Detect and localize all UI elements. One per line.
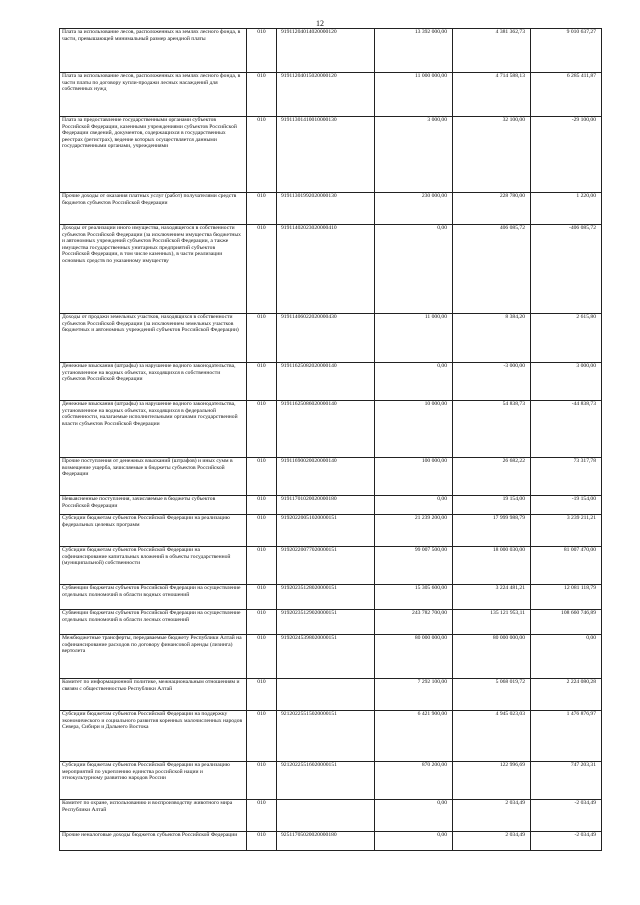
row-kbk-cell: 91920235129020000151 [277, 610, 375, 635]
row-fact-cell: 80 000 000,00 [453, 635, 531, 679]
row-fact-cell: 5 068 019,72 [453, 679, 531, 711]
row-fact-cell: 18 000 030,00 [453, 547, 531, 585]
row-kbk-cell: 91911301992020000130 [277, 193, 375, 225]
page-number: 12 [316, 19, 324, 28]
row-code-cell: 010 [247, 515, 277, 547]
table-row [60, 193, 602, 225]
row-plan-cell: 6 421 900,00 [375, 711, 453, 762]
row-code-cell: 010 [247, 314, 277, 363]
row-kbk-cell: 91911701020020000180 [277, 496, 375, 515]
table-row [60, 585, 602, 610]
row-fact-cell: 54 838,73 [453, 401, 531, 458]
row-rest-cell: 0,00 [531, 635, 602, 679]
row-rest-cell: -19 154,00 [531, 496, 602, 515]
row-name-cell: Доходы от продажи земельных участков, находящихся в собственности субъектов Российской Федерации (за исключением земельных участков бюджетных и автономных учреждений субъектов Российской Федерации) [60, 314, 247, 363]
row-fact-cell: 2 034,49 [453, 832, 531, 851]
row-rest-cell: -29 100,00 [531, 117, 602, 193]
table-row [60, 635, 602, 679]
row-code-cell: 010 [247, 363, 277, 401]
row-plan-cell: 21 239 200,00 [375, 515, 453, 547]
row-rest-cell: -2 034,49 [531, 800, 602, 832]
row-name-cell: Комитет по охране, использованию и воспроизводству животного мира Республики Алтай [60, 800, 247, 832]
row-fact-cell: 2 034,49 [453, 800, 531, 832]
row-kbk-cell: 91911406022020000430 [277, 314, 375, 363]
row-plan-cell: 230 000,00 [375, 193, 453, 225]
table-row [60, 314, 602, 363]
row-code-cell: 010 [247, 73, 277, 117]
row-plan-cell: 100 000,00 [375, 458, 453, 496]
row-code-cell: 010 [247, 635, 277, 679]
row-name-cell: Невыясненные поступления, зачисляемые в бюджеты субъектов Российской Федерации [60, 496, 247, 515]
row-kbk-cell: 91911204015020000120 [277, 73, 375, 117]
row-name-cell: Субвенции бюджетам субъектов Российской Федерации на осуществление отдельных полномочий в области лесных отношений [60, 610, 247, 635]
row-name-cell: Субсидии бюджетам субъектов Российской Федерации на реализацию федеральных целевых программ [60, 515, 247, 547]
table-row [60, 762, 602, 800]
row-plan-cell: 870 200,00 [375, 762, 453, 800]
row-fact-cell: 32 100,00 [453, 117, 531, 193]
row-kbk-cell: 91920235128020000151 [277, 585, 375, 610]
row-fact-cell: 4 714 588,13 [453, 73, 531, 117]
row-code-cell: 010 [247, 496, 277, 515]
row-rest-cell: 2 615,80 [531, 314, 602, 363]
row-name-cell: Субсидии бюджетам субъектов Российской Федерации на реализацию мероприятий по укреплению единства российской нации и этнокультурному развитию народов России [60, 762, 247, 800]
row-plan-cell: 11 000 000,00 [375, 73, 453, 117]
row-name-cell: Денежные взыскания (штрафы) за нарушение водного законодательства, установленное на водных объектах, находящихся в федеральной собственности, налагаемые исполнительными органами государственной власти субъектов Российской Федерации [60, 401, 247, 458]
row-name-cell: Субсидии бюджетам субъектов Российской Федерации на поддержку экономического и социального развития коренных малочисленных народов Севера, Сибири и Дальнего Востока [60, 711, 247, 762]
row-name-cell: Доходы от реализации иного имущества, находящегося в собственности субъектов Российской Федерации (за исключением имущества бюджетных и автономных учреждений субъектов Российской Федерации, а также имущества государственных унитарных предприятий субъектов Российской Федерации, в том числе казенных), в части реализации основных средств по указанному имуществу [60, 225, 247, 314]
row-kbk-cell [277, 800, 375, 832]
row-name-cell: Плата за предоставление государственными органами субъектов Российской Федерации, казенными учреждениями субъектов Российской Федерации сведений, документов, содержащихся в государственных реестрах (регистрах), ведение которых осуществляется данными государственными органами, учреждениями [60, 117, 247, 193]
row-name-cell: Межбюджетные трансферты, передаваемые бюджету Республики Алтай на софинансирование расходов по договору финансовой аренды (лизинга) вертолета [60, 635, 247, 679]
row-kbk-cell: 91911402023020000410 [277, 225, 375, 314]
table-row [60, 610, 602, 635]
row-code-cell: 010 [247, 29, 277, 73]
table-row [60, 225, 602, 314]
table-row [60, 73, 602, 117]
row-name-cell: Субсидии бюджетам субъектов Российской Федерации на софинансирование капитальных вложений в объекты государственной (муниципальной) собственности [60, 547, 247, 585]
row-rest-cell: 108 660 746,89 [531, 610, 602, 635]
row-rest-cell: -44 838,73 [531, 401, 602, 458]
row-rest-cell: 73 317,78 [531, 458, 602, 496]
row-plan-cell: 10 000,00 [375, 401, 453, 458]
row-plan-cell: 3 000,00 [375, 117, 453, 193]
row-code-cell: 010 [247, 401, 277, 458]
row-kbk-cell: 91911625082020000140 [277, 363, 375, 401]
row-fact-cell: 4 381 362,73 [453, 29, 531, 73]
row-fact-cell: 3 224 481,21 [453, 585, 531, 610]
table-row [60, 117, 602, 193]
table-row [60, 363, 602, 401]
row-rest-cell: 6 285 411,87 [531, 73, 602, 117]
row-code-cell: 010 [247, 225, 277, 314]
table-row [60, 547, 602, 585]
row-code-cell: 010 [247, 117, 277, 193]
row-kbk-cell [277, 679, 375, 711]
row-plan-cell: 243 782 700,00 [375, 610, 453, 635]
row-plan-cell: 0,00 [375, 496, 453, 515]
row-code-cell: 010 [247, 762, 277, 800]
row-plan-cell: 0,00 [375, 225, 453, 314]
row-name-cell: Прочие неналоговые доходы бюджетов субъектов Российской Федерации [60, 832, 247, 851]
row-plan-cell: 13 392 000,00 [375, 29, 453, 73]
row-plan-cell: 0,00 [375, 363, 453, 401]
row-rest-cell: 3 239 211,21 [531, 515, 602, 547]
row-rest-cell: 3 000,00 [531, 363, 602, 401]
table-row [60, 29, 602, 73]
row-rest-cell: -2 034,49 [531, 832, 602, 851]
row-code-cell: 010 [247, 711, 277, 762]
row-kbk-cell: 91920220051020000151 [277, 515, 375, 547]
row-fact-cell: 26 682,22 [453, 458, 531, 496]
table-row [60, 496, 602, 515]
row-plan-cell: 11 000,00 [375, 314, 453, 363]
row-name-cell: Прочие доходы от оказания платных услуг (работ) получателями средств бюджетов субъектов Российской Федерации [60, 193, 247, 225]
row-name-cell: Плата за использование лесов, расположенных на землях лесного фонда, в части платы по договору купли-продажи лесных насаждений для собственных нужд [60, 73, 247, 117]
row-kbk-cell: 91920245398020000151 [277, 635, 375, 679]
row-rest-cell: 1 476 876,97 [531, 711, 602, 762]
row-plan-cell: 0,00 [375, 832, 453, 851]
table-row [60, 515, 602, 547]
row-fact-cell: 8 384,20 [453, 314, 531, 363]
table-row [60, 800, 602, 832]
revenue-table-body [60, 29, 602, 851]
row-fact-cell: 17 999 988,79 [453, 515, 531, 547]
row-rest-cell: -406 085,72 [531, 225, 602, 314]
row-fact-cell: 135 121 953,11 [453, 610, 531, 635]
row-name-cell: Прочие поступления от денежных взысканий (штрафов) и иных сумм в возмещение ущерба, зачисляемые в бюджеты субъектов Российской Федерации [60, 458, 247, 496]
row-kbk-cell: 91911301410010000130 [277, 117, 375, 193]
row-fact-cell: 19 154,00 [453, 496, 531, 515]
row-code-cell: 010 [247, 193, 277, 225]
row-kbk-cell: 91911204014020000120 [277, 29, 375, 73]
row-code-cell: 010 [247, 547, 277, 585]
row-name-cell: Комитет по информационной политике, межнациональным отношениям и связям с общественностью Республики Алтай [60, 679, 247, 711]
row-code-cell: 010 [247, 585, 277, 610]
row-kbk-cell: 92120225515020000151 [277, 711, 375, 762]
row-plan-cell: 15 305 600,00 [375, 585, 453, 610]
row-rest-cell: 9 010 637,27 [531, 29, 602, 73]
revenue-table [59, 28, 602, 851]
row-code-cell: 010 [247, 458, 277, 496]
row-name-cell: Субвенции бюджетам субъектов Российской Федерации на осуществление отдельных полномочий в области водных отношений [60, 585, 247, 610]
row-rest-cell: 1 220,00 [531, 193, 602, 225]
table-row [60, 679, 602, 711]
row-plan-cell: 99 007 500,00 [375, 547, 453, 585]
row-rest-cell: 81 007 470,00 [531, 547, 602, 585]
row-kbk-cell: 91920220077020000151 [277, 547, 375, 585]
row-code-cell: 010 [247, 610, 277, 635]
row-code-cell: 010 [247, 800, 277, 832]
row-name-cell: Плата за использование лесов, расположенных на землях лесного фонда, в части, превышающей минимальный размер арендной платы [60, 29, 247, 73]
row-fact-cell: 4 945 023,03 [453, 711, 531, 762]
row-rest-cell: 12 081 118,79 [531, 585, 602, 610]
row-plan-cell: 80 000 000,00 [375, 635, 453, 679]
row-rest-cell: 747 203,31 [531, 762, 602, 800]
table-row [60, 711, 602, 762]
row-kbk-cell: 91911625086020000140 [277, 401, 375, 458]
row-plan-cell: 0,00 [375, 800, 453, 832]
table-row [60, 458, 602, 496]
row-code-cell: 010 [247, 679, 277, 711]
row-kbk-cell: 91911690020020000140 [277, 458, 375, 496]
row-kbk-cell: 92120225516020000151 [277, 762, 375, 800]
row-kbk-cell: 92511705020020000180 [277, 832, 375, 851]
row-code-cell: 010 [247, 832, 277, 851]
row-fact-cell: 122 996,69 [453, 762, 531, 800]
table-row [60, 401, 602, 458]
row-rest-cell: 2 224 080,28 [531, 679, 602, 711]
row-fact-cell: -3 000,00 [453, 363, 531, 401]
table-row [60, 832, 602, 851]
row-fact-cell: 228 780,00 [453, 193, 531, 225]
row-name-cell: Денежные взыскания (штрафы) за нарушение водного законодательства, установленное на водных объектах, находящихся в собственности субъектов Российской Федерации [60, 363, 247, 401]
row-fact-cell: 406 085,72 [453, 225, 531, 314]
row-plan-cell: 7 292 100,00 [375, 679, 453, 711]
